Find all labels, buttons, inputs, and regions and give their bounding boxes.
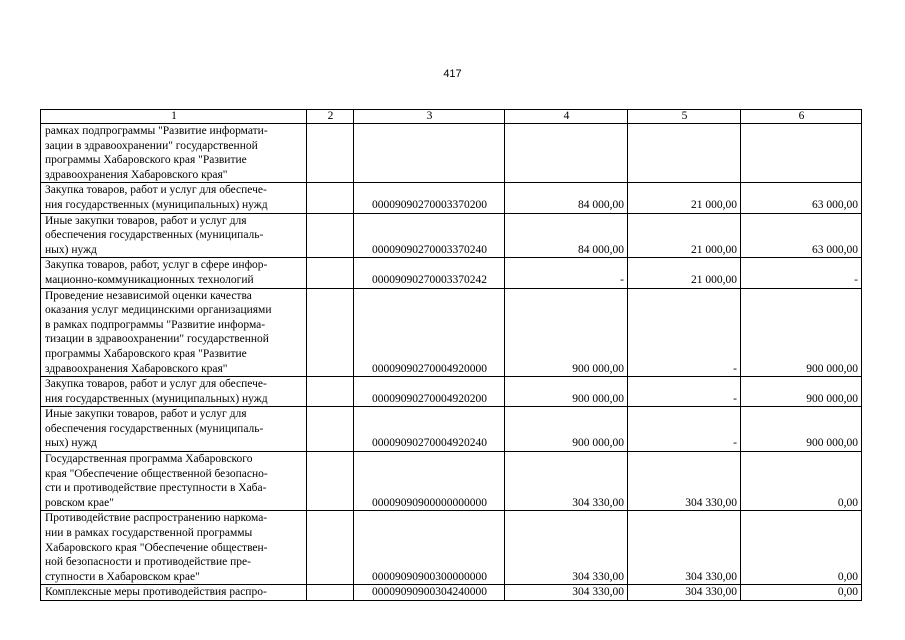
value-column-5: -: [628, 288, 741, 377]
description-line: Иные закупки товаров, работ и услуг для: [45, 214, 247, 227]
value-column-6: -: [741, 258, 862, 288]
column-header: 3: [354, 110, 505, 124]
table-row: [41, 452, 862, 511]
column-header: 4: [505, 110, 628, 124]
table-row: [41, 585, 862, 601]
table-row: [41, 258, 862, 288]
table-row: [41, 288, 862, 377]
row-description: [41, 377, 307, 407]
value-column-4: 900 000,00: [505, 377, 628, 407]
description-line: ровском крае": [45, 496, 114, 509]
table-row: [41, 511, 862, 585]
description-line: оказания услуг медицинскими организациями: [45, 304, 272, 317]
value-column-4: 84 000,00: [505, 213, 628, 258]
value-column-6: 63 000,00: [741, 213, 862, 258]
value-column-6: 63 000,00: [741, 183, 862, 213]
row-description: [41, 585, 307, 601]
description-line: рамках подпрограммы "Развитие информати-: [45, 125, 268, 137]
classification-code: 00009090270003370200: [354, 183, 505, 213]
row-description: [41, 288, 307, 377]
description-line: Закупка товаров, работ и услуг для обеспече-: [45, 378, 267, 391]
value-column-4: -: [505, 258, 628, 288]
value-column-6: 0,00: [741, 585, 862, 601]
value-column-6: 900 000,00: [741, 288, 862, 377]
description-line: ных) нужд: [45, 243, 97, 256]
budget-table: [40, 109, 862, 601]
classification-code: 00009090270003370240: [354, 213, 505, 258]
page-number: 417: [443, 68, 462, 80]
column-2-cell: [307, 511, 354, 585]
value-column-4: 304 330,00: [505, 585, 628, 601]
description-line: зации в здравоохранении" государственной: [45, 139, 258, 152]
column-2-cell: [307, 183, 354, 213]
classification-code: 00009090900000000000: [354, 452, 505, 511]
description-line: программы Хабаровского края "Развитие: [45, 154, 247, 167]
value-column-6: 0,00: [741, 511, 862, 585]
value-column-5: [628, 124, 741, 183]
classification-code: 00009090270004920200: [354, 377, 505, 407]
description-line: в рамках подпрограммы "Развитие информа-: [45, 318, 266, 331]
description-line: обеспечения государственных (муниципаль-: [45, 229, 264, 242]
table-row: [41, 213, 862, 258]
column-2-cell: [307, 452, 354, 511]
column-2-cell: [307, 124, 354, 183]
column-header: 2: [307, 110, 354, 124]
classification-code: 00009090270004920000: [354, 288, 505, 377]
row-description: [41, 213, 307, 258]
column-2-cell: [307, 213, 354, 258]
description-line: программы Хабаровского края "Развитие: [45, 347, 247, 360]
description-line: Противодействие распространению наркома-: [45, 512, 268, 525]
description-line: ния государственных (муниципальных) нужд: [45, 198, 268, 211]
description-line: обеспечения государственных (муниципаль-: [45, 422, 264, 435]
classification-code: [354, 124, 505, 183]
description-line: ступности в Хабаровском крае": [45, 570, 200, 583]
row-description: [41, 183, 307, 213]
row-description: [41, 407, 307, 452]
value-column-5: -: [628, 377, 741, 407]
value-column-4: 900 000,00: [505, 288, 628, 377]
table-row: [41, 124, 862, 183]
description-line: нии в рамках государственной программы: [45, 527, 253, 540]
table-row: [41, 407, 862, 452]
column-header: 6: [741, 110, 862, 124]
value-column-4: [505, 124, 628, 183]
table-row: [41, 183, 862, 213]
row-description: [41, 511, 307, 585]
value-column-5: 304 330,00: [628, 511, 741, 585]
description-line: Комплексные меры противодействия распро-: [45, 586, 267, 599]
column-2-cell: [307, 585, 354, 601]
value-column-5: -: [628, 407, 741, 452]
column-2-cell: [307, 258, 354, 288]
value-column-4: 304 330,00: [505, 452, 628, 511]
description-line: Государственная программа Хабаровского: [45, 453, 253, 466]
description-line: ной безопасности и противодействие пре-: [45, 556, 251, 569]
column-header-row: [41, 110, 862, 124]
value-column-6: [741, 124, 862, 183]
description-line: края "Обеспечение общественной безопасно-: [45, 467, 268, 480]
table-row: [41, 377, 862, 407]
description-line: Закупка товаров, работ, услуг в сфере инфор-: [45, 259, 268, 272]
value-column-5: 21 000,00: [628, 258, 741, 288]
description-line: сти и противодействие преступности в Хаба-: [45, 482, 267, 495]
description-line: Проведение независимой оценки качества: [45, 289, 252, 302]
value-column-4: 304 330,00: [505, 511, 628, 585]
value-column-6: 0,00: [741, 452, 862, 511]
description-line: Иные закупки товаров, работ и услуг для: [45, 408, 247, 421]
description-line: Хабаровского края "Обеспечение обществен-: [45, 541, 268, 554]
column-2-cell: [307, 407, 354, 452]
column-header: 1: [41, 110, 307, 124]
value-column-5: 21 000,00: [628, 213, 741, 258]
description-line: тизации в здравоохранении" государственной: [45, 333, 269, 346]
description-line: ния государственных (муниципальных) нужд: [45, 392, 268, 405]
column-2-cell: [307, 288, 354, 377]
classification-code: 00009090900300000000: [354, 511, 505, 585]
description-line: Закупка товаров, работ и услуг для обеспече-: [45, 184, 267, 197]
classification-code: 00009090900304240000: [354, 585, 505, 601]
value-column-6: 900 000,00: [741, 407, 862, 452]
value-column-5: 304 330,00: [628, 585, 741, 601]
description-line: здравоохранения Хабаровского края": [45, 362, 228, 375]
description-line: ных) нужд: [45, 437, 97, 450]
row-description: [41, 258, 307, 288]
value-column-5: 21 000,00: [628, 183, 741, 213]
description-line: мационно-коммуникационных технологий: [45, 273, 254, 286]
row-description: [41, 452, 307, 511]
value-column-4: 84 000,00: [505, 183, 628, 213]
classification-code: 00009090270004920240: [354, 407, 505, 452]
row-description: [41, 124, 307, 183]
column-header: 5: [628, 110, 741, 124]
description-line: здравоохранения Хабаровского края": [45, 168, 228, 181]
value-column-6: 900 000,00: [741, 377, 862, 407]
classification-code: 00009090270003370242: [354, 258, 505, 288]
value-column-5: 304 330,00: [628, 452, 741, 511]
value-column-4: 900 000,00: [505, 407, 628, 452]
column-2-cell: [307, 377, 354, 407]
